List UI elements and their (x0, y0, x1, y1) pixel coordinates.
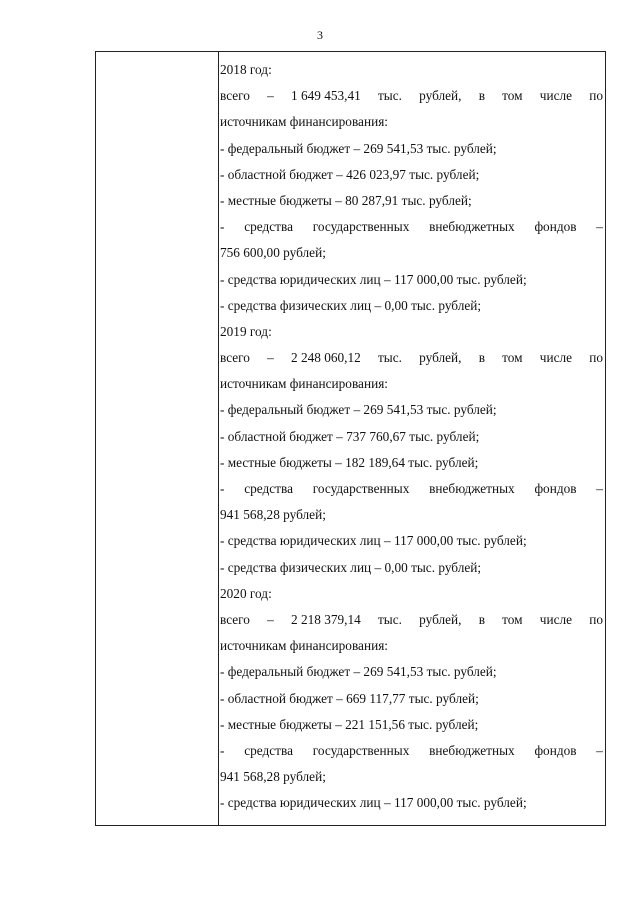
state-funds-amount: 941 568,28 рублей; (220, 507, 326, 523)
state-funds-amount: 941 568,28 рублей; (220, 769, 326, 785)
word: – (267, 611, 274, 627)
word: в (478, 350, 485, 366)
word: рублей, (419, 350, 462, 366)
word: по (589, 88, 603, 104)
word: всего (220, 88, 250, 104)
year-heading: 2020 год: (220, 585, 272, 601)
word: всего (220, 611, 250, 627)
word: фондов (534, 219, 577, 235)
word: по (589, 611, 603, 627)
word: - (220, 481, 225, 496)
word: – (596, 219, 603, 235)
total-line-continued: источникам финансирования: (220, 114, 389, 130)
word: том (502, 88, 523, 104)
word: 1 649 453,41 (290, 88, 361, 104)
document-table (95, 51, 606, 826)
federal-budget-line: - федеральный бюджет – 269 541,53 тыс. рублей; (220, 140, 497, 156)
word: 2 218 379,14 (290, 611, 361, 627)
year-heading: 2019 год: (220, 323, 272, 339)
word: рублей, (419, 88, 462, 104)
word: государственных (312, 481, 410, 496)
total-line-continued: источникам финансирования: (220, 376, 389, 392)
regional-budget-line: - областной бюджет – 737 760,67 тыс. рублей; (220, 428, 480, 444)
state-funds-line (220, 214, 603, 240)
federal-budget-line: - федеральный бюджет – 269 541,53 тыс. рублей; (220, 402, 497, 418)
word: – (267, 88, 274, 104)
word: всего (220, 350, 250, 366)
legal-entities-line: - средства юридических лиц – 117 000,00 тыс. рублей; (220, 533, 527, 549)
local-budgets-line: - местные бюджеты – 221 151,56 тыс. рублей; (220, 716, 479, 732)
word: средства (244, 481, 293, 496)
word: - (220, 742, 225, 758)
word: в (478, 88, 485, 104)
state-funds-line (220, 738, 603, 764)
word: тыс. (377, 88, 402, 104)
total-line-continued: источникам финансирования: (220, 638, 389, 654)
individuals-line: - средства физических лиц – 0,00 тыс. рублей; (220, 559, 482, 575)
regional-budget-line: - областной бюджет – 426 023,97 тыс. рублей; (220, 166, 480, 182)
regional-budget-line: - областной бюджет – 669 117,77 тыс. рублей; (220, 690, 479, 706)
word: тыс. (377, 350, 402, 366)
word: в (478, 611, 485, 627)
word: числе (539, 88, 573, 104)
page-number: 3 (317, 28, 323, 42)
word: внебюджетных (429, 219, 515, 235)
word: средства (244, 219, 293, 235)
word: тыс. (377, 611, 402, 627)
legal-entities-line: - средства юридических лиц – 117 000,00 тыс. рублей; (220, 271, 527, 287)
year-heading: 2018 год: (220, 62, 272, 77)
word: – (267, 350, 274, 366)
state-funds-line (220, 476, 603, 502)
word: - (220, 219, 225, 235)
legal-entities-line: - средства юридических лиц – 117 000,00 тыс. рублей; (220, 795, 527, 811)
word: государственных (312, 742, 410, 758)
word: – (596, 742, 603, 758)
total-line (220, 607, 603, 633)
state-funds-amount: 756 600,00 рублей; (220, 245, 326, 261)
word: том (502, 350, 523, 366)
total-line (220, 345, 603, 371)
word: – (596, 481, 603, 496)
word: фондов (534, 481, 577, 496)
word: фондов (534, 742, 577, 758)
word: рублей, (419, 611, 462, 627)
financing-cell (220, 57, 603, 816)
local-budgets-line: - местные бюджеты – 80 287,91 тыс. рублей; (220, 192, 472, 208)
local-budgets-line: - местные бюджеты – 182 189,64 тыс. рублей; (220, 454, 479, 470)
total-line (220, 83, 603, 109)
word: числе (539, 611, 573, 627)
word: государственных (312, 219, 410, 235)
word: числе (539, 350, 573, 366)
federal-budget-line: - федеральный бюджет – 269 541,53 тыс. рублей; (220, 664, 497, 680)
word: том (502, 611, 523, 627)
word: внебюджетных (429, 742, 515, 758)
column-divider (218, 52, 219, 825)
word: 2 248 060,12 (290, 350, 361, 366)
word: средства (244, 742, 293, 758)
individuals-line: - средства физических лиц – 0,00 тыс. рублей; (220, 297, 482, 313)
word: по (589, 350, 603, 366)
word: внебюджетных (429, 481, 515, 496)
